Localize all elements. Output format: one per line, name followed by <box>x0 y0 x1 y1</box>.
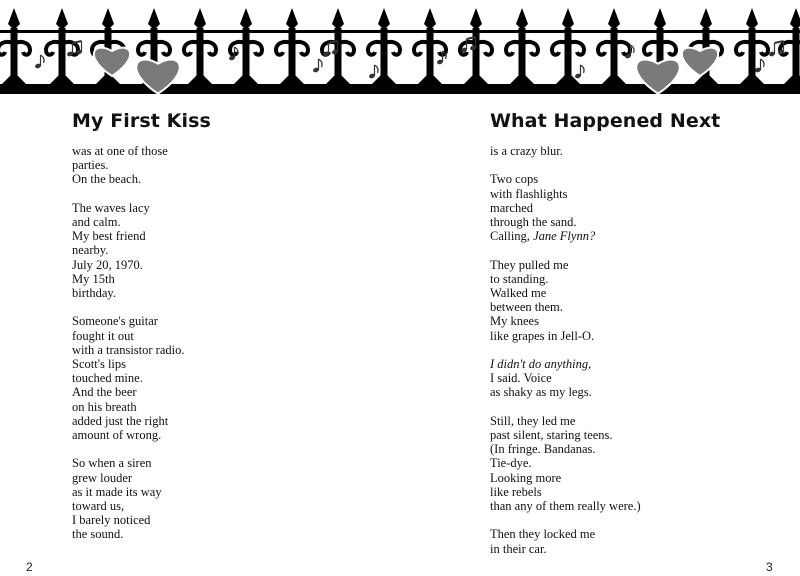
fence-picket <box>598 8 630 86</box>
music-note-icon <box>34 55 44 69</box>
poem-line <box>490 329 641 343</box>
picket-spear <box>746 8 758 30</box>
poem-line-text: like rebels <box>490 484 542 499</box>
poem-line <box>490 542 641 556</box>
poem-body <box>490 144 641 570</box>
music-note-icon <box>368 65 378 79</box>
poem-line <box>490 229 641 243</box>
right-page <box>400 100 800 576</box>
poem-line: Scott's lips <box>72 357 126 372</box>
stanza <box>72 144 184 187</box>
stanza <box>72 201 184 300</box>
picket-base <box>234 72 258 84</box>
poem-line: touched mine. <box>72 371 143 386</box>
poem-body <box>72 144 184 556</box>
picket-spear <box>608 8 620 30</box>
poem-line <box>490 300 641 314</box>
picket-spear <box>286 8 298 30</box>
poem-line-text: They pulled me <box>490 257 569 272</box>
poem-line-text: Walked me <box>490 286 547 300</box>
picket-spear <box>102 8 114 30</box>
poem-line: toward us, <box>72 499 125 514</box>
picket-base <box>464 72 488 84</box>
poem-line-text: Calling, <box>490 229 534 244</box>
poem-line-text: like grapes in Jell-O. <box>490 328 595 343</box>
poem-title: What Happened Next <box>490 110 721 132</box>
poem-line <box>490 286 641 300</box>
heart-icon <box>94 48 130 76</box>
poem-line <box>490 385 641 399</box>
picket-base <box>2 72 26 84</box>
poem-line: So when a siren <box>72 456 152 471</box>
stanza <box>490 527 641 555</box>
poem-line-text: marched <box>490 200 534 215</box>
picket-spear <box>470 8 482 30</box>
poem-line <box>490 187 641 201</box>
poem-line-text: through the sand. <box>490 215 577 229</box>
poem-line-text: with flashlights <box>490 186 568 201</box>
poem-line: And the beer <box>72 385 137 400</box>
poem-line <box>490 456 641 470</box>
picket-spear <box>378 8 390 30</box>
poem-line: the sound. <box>72 527 124 542</box>
picket-base <box>602 72 626 84</box>
poem-line: nearby. <box>72 243 109 258</box>
picket-spear <box>240 8 252 30</box>
page-number: 2 <box>26 560 33 574</box>
poem-line: birthday. <box>72 286 116 301</box>
poem-line: amount of wrong. <box>72 428 162 443</box>
poem-line <box>490 527 641 541</box>
poem-line: My best friend <box>72 229 146 244</box>
fence-picket <box>0 8 30 86</box>
picket-spear <box>332 8 344 30</box>
picket-spear <box>56 8 68 30</box>
poem-line-text: (In fringe. Bandanas. <box>490 442 596 457</box>
heart-icon <box>682 48 718 76</box>
picket-spear <box>8 8 20 30</box>
picket-spear <box>562 8 574 30</box>
left-page <box>0 100 400 576</box>
picket-spear <box>654 8 666 30</box>
fence-top-rail <box>0 30 800 33</box>
fence-picket <box>506 8 538 86</box>
music-note-icon <box>312 59 322 73</box>
music-note-icon <box>754 59 764 73</box>
stanza <box>72 314 184 442</box>
stanza <box>490 258 641 343</box>
stanza <box>490 414 641 513</box>
picket-base <box>188 72 212 84</box>
poem-line: My 15th <box>72 271 115 286</box>
fence-picket <box>736 8 768 86</box>
poem-line: Someone's guitar <box>72 314 158 329</box>
fence-bottom-rail <box>0 84 800 94</box>
poem-line: was at one of those <box>72 144 168 158</box>
poem-line: with a transistor radio. <box>72 342 185 357</box>
poem-line: On the beach. <box>72 172 142 187</box>
fence-picket <box>414 8 446 86</box>
poem-line <box>490 414 641 428</box>
picket-spear <box>790 8 800 30</box>
picket-spear <box>700 8 712 30</box>
fence-picket <box>184 8 216 86</box>
picket-base <box>280 72 304 84</box>
fence-picket <box>46 8 78 86</box>
picket-spear <box>148 8 160 30</box>
stanza <box>490 357 641 400</box>
stanza <box>72 456 184 541</box>
poem-line <box>490 314 641 328</box>
poem-line-text: Tie-dye. <box>490 456 532 471</box>
poem-line <box>490 357 641 371</box>
picket-base <box>510 72 534 84</box>
poem-line: fought it out <box>72 328 134 343</box>
poem-line-text: as shaky as my legs. <box>490 385 592 400</box>
poem-line <box>490 215 641 229</box>
fence-picket <box>276 8 308 86</box>
poem-line-text: to standing. <box>490 271 549 286</box>
poem-line-text: Then they locked me <box>490 527 596 542</box>
stanza <box>490 172 641 243</box>
poem-line-text: Two cops <box>490 172 539 187</box>
poem-line <box>490 144 641 158</box>
poem-line-text: is a crazy blur. <box>490 144 563 158</box>
poem-line <box>490 471 641 485</box>
poem-line <box>490 371 641 385</box>
picket-spear <box>194 8 206 30</box>
picket-base <box>372 72 396 84</box>
poem-line: parties. <box>72 158 109 173</box>
poem-line: July 20, 1970. <box>72 257 143 272</box>
poem-line: added just the right <box>72 413 169 428</box>
music-note-icon <box>574 65 584 79</box>
poem-line <box>490 172 641 186</box>
fence-picket <box>690 8 722 86</box>
poem-line-text: than any of them really were.) <box>490 499 641 514</box>
picket-base <box>418 72 442 84</box>
poem-title: My First Kiss <box>72 110 211 132</box>
poem-line <box>490 485 641 499</box>
poem-line <box>490 499 641 513</box>
poem-line: I barely noticed <box>72 513 151 528</box>
poem-line-text: Still, they led me <box>490 413 576 428</box>
poem-line: and calm. <box>72 215 121 229</box>
poem-line-text: I didn't do anything, <box>490 357 592 371</box>
fence-banner <box>0 0 800 100</box>
picket-spear <box>424 8 436 30</box>
poem-line <box>490 272 641 286</box>
poem-line <box>490 201 641 215</box>
poem-line-text: Looking more <box>490 470 562 485</box>
poem-line <box>490 442 641 456</box>
picket-base <box>50 72 74 84</box>
poem-line-text: in their car. <box>490 541 547 556</box>
poem-line <box>490 258 641 272</box>
poem-line: as it made its way <box>72 484 162 499</box>
poem-line: grew louder <box>72 470 133 485</box>
picket-spear <box>516 8 528 30</box>
poem-line: The waves lacy <box>72 200 150 215</box>
stanza <box>490 144 641 158</box>
poem-line-italic-name: Jane Flynn? <box>533 229 596 244</box>
poem-line-text: My knees <box>490 314 539 329</box>
picket-base <box>784 72 800 84</box>
picket-base <box>326 72 350 84</box>
poem-line-text: past silent, staring teens. <box>490 428 613 442</box>
picket-base <box>740 72 764 84</box>
poem-line: on his breath <box>72 399 137 414</box>
poem-line-text: between them. <box>490 300 563 315</box>
page-number: 3 <box>766 560 773 574</box>
poem-line <box>490 428 641 442</box>
poem-line-text: I said. Voice <box>490 371 552 386</box>
